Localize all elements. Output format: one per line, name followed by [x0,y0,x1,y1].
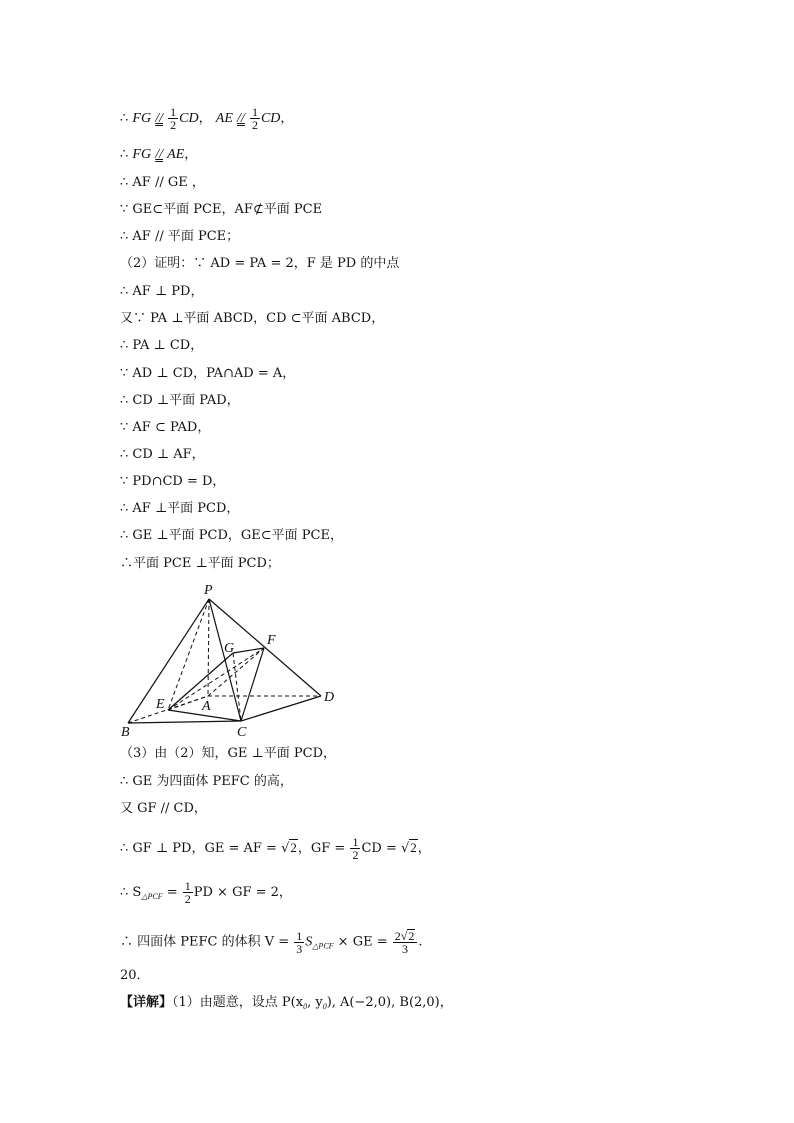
sqrt-symbol: √ [400,841,410,856]
detail-line: 【详解】（1）由题意，设点 $P(x_0$, $y_0$), A(−2,0), B(2,0)， [120,995,453,1011]
fraction: $\frac{2√2}{3}$ [393,929,418,955]
sqrt-symbol: √ [281,841,290,856]
edge-PB [128,599,209,723]
edge-EF [168,648,264,710]
proof-line-19: ∴ GE 为四面体 PEFC 的高， [120,774,293,789]
edge-AF [208,648,264,696]
label-D: D [324,690,335,705]
label-B: B [121,725,130,740]
edge-GF [233,648,264,653]
label-F: F [267,633,276,648]
label-G: G [224,641,235,656]
proof-line-1: ∴ FG // $\frac{1}{2}$ CD， AE // $\frac{1}{2}$ CD， [120,105,294,132]
proof-line-14: ∵ PD∩CD = D， [120,474,226,489]
proof-line-17: ∴平面 PCE ⊥平面 PCD； [120,556,280,571]
proof-line-20: 又 GF // CD， [120,801,207,816]
label-P: P [204,583,213,598]
label-C: C [237,725,247,740]
edge-CD [241,696,321,721]
edge-BC [128,721,241,723]
proof-line-13: ∴ CD ⊥ AF， [120,447,205,462]
proof-line-7: ∴ AF ⊥ PD， [120,284,204,299]
proof-line-22: ∴ $S_{\triangle PCF}$ = $\frac{1}{2}$ PD × GF = 2， [120,879,292,906]
proof-line-10: ∵ AD ⊥ CD，PA∩AD = A， [120,366,296,381]
label-E: E [156,697,165,712]
proof-line-9: ∴ PA ⊥ CD， [120,338,204,353]
proof-line-15: ∴ AF ⊥平面 PCD， [120,501,240,516]
proof-line-5: ∴ AF // 平面 PCE； [120,229,240,244]
proof-line-16: ∴ GE ⊥平面 PCD，GE⊂平面 PCE， [120,528,343,543]
proof-line-8: 又∵ PA ⊥平面 ABCD，CD ⊂平面 ABCD， [120,311,385,326]
fraction: $\frac{1}{2}$ [251,105,258,132]
edge-PE [168,599,209,710]
fraction: $\frac{1}{2}$ [184,879,191,906]
edge-PA [208,599,209,696]
edge-EG [168,653,233,710]
proof-line-11: ∴ CD ⊥平面 PAD， [120,393,240,408]
proof-line-23: ∴ 四面体 PEFC 的体积 V = $\frac{1}{3}$ $S_{\triangle PCF}$ × GE = $\frac{2√2}{3}$ . [120,928,423,956]
fraction: $\frac{1}{2}$ [352,835,359,862]
fraction: $\frac{1}{3}$ [296,928,303,956]
proof-line-3: ∴ AF // GE ， [120,175,205,190]
proof-line-6: （2）证明：∵ AD = PA = 2，F 是 PD 的中点 [120,256,400,271]
pyramid-figure [118,580,348,740]
label-A: A [202,699,211,714]
edge-CF [241,648,264,721]
proof-line-12: ∵ AF ⊂ PAD， [120,420,211,435]
proof-line-4: ∵ GE⊂平面 PCE，AF⊄平面 PCE [120,202,323,217]
question-number: 20． [120,968,150,983]
fraction: $\frac{1}{2}$ [170,105,177,132]
proof-line-2: ∴ FG // AE， [120,147,198,162]
proof-line-21: ∴ GF ⊥ PD，GE = AF = √2，GF = $\frac{1}{2}$ CD = √2， [120,835,431,862]
proof-line-18: （3）由（2）知，GE ⊥平面 PCD， [120,746,337,761]
